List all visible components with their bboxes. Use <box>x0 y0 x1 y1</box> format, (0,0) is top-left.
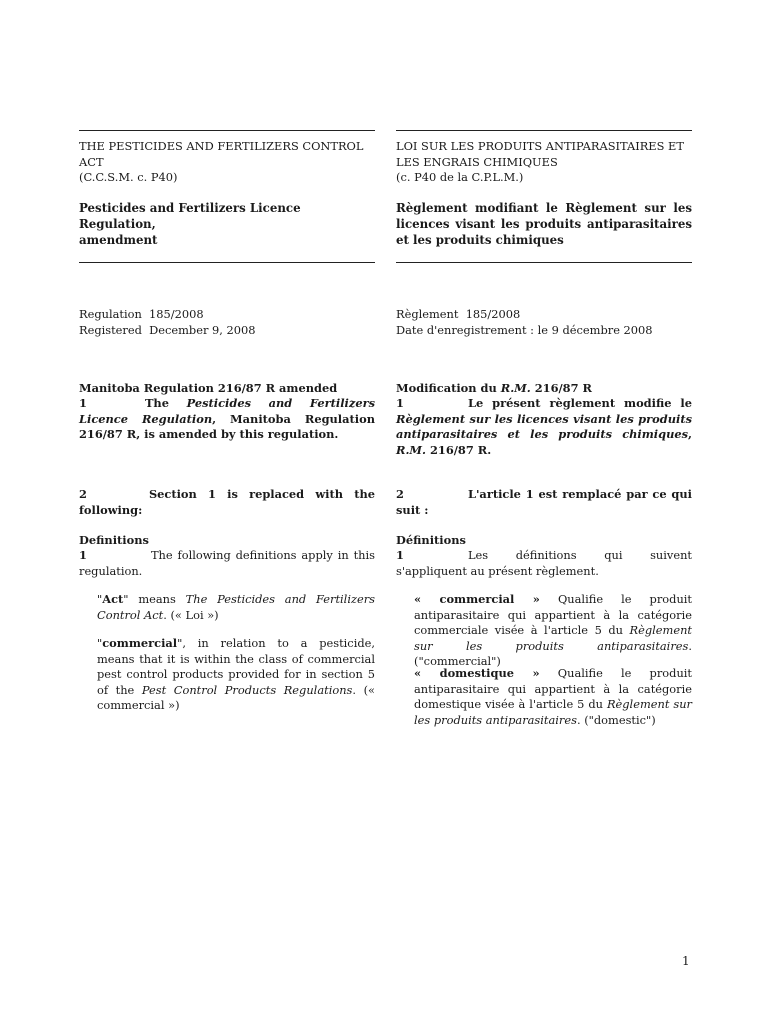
regulation-number: Regulation 185/2008 <box>79 307 204 321</box>
regulation-title-line-1: Pesticides and Fertilizers Licence Regulation, <box>79 201 301 231</box>
section-text-pre: The <box>144 396 187 410</box>
section-text-pre: Le présent règlement modifie le <box>467 396 692 410</box>
regulation-title-line-2: amendment <box>79 233 158 247</box>
title-bottom-rule <box>396 262 692 263</box>
definition-commercial <box>414 592 692 670</box>
definition-cross-ref: . (« Loi ») <box>163 607 219 622</box>
registration-date: Date d'enregistrement : le 9 décembre 2008 <box>396 322 653 337</box>
registration-info <box>79 307 375 338</box>
regulation-title <box>79 200 375 248</box>
definition-domestique <box>414 666 692 728</box>
amendment-heading: Manitoba Regulation 216/87 R amended <box>79 381 338 395</box>
act-title-line-1: LOI SUR LES PRODUITS ANTIPARASITAIRES ET <box>396 139 684 153</box>
definition-text: Qualifie le produit antiparasitaire qui appartient à la catégorie commerciale visée à l'article 5 du <box>414 592 692 637</box>
heading-text-pre: Modification du <box>396 381 501 395</box>
definition-cross-ref: . ("commercial") <box>414 638 692 668</box>
defined-term: « commercial » <box>414 592 540 606</box>
title-bottom-rule <box>79 262 375 263</box>
regulation-abbrev: R.M. <box>396 442 427 457</box>
page-number: 1 <box>682 954 690 968</box>
section-text: L'article 1 est remplacé par ce qui suit : <box>396 487 692 517</box>
definition-commercial: "commercial", in relation to a pesticide, means that it is within the class of commercial pest control products provided for in section 5 of the Pest Control Products Regulations. (« commercial ») <box>97 636 375 712</box>
act-title-line-2: ACT <box>79 154 104 169</box>
heading-text-post: 216/87 R <box>530 381 592 395</box>
section-text: Section 1 is replaced with the following: <box>79 487 375 517</box>
section-2 <box>79 487 375 518</box>
amendment-heading <box>396 381 692 397</box>
definitions-number: 1 <box>396 548 404 562</box>
section-1 <box>79 396 375 443</box>
definitions-intro <box>79 548 375 579</box>
act-citation: (c. P40 de la C.P.L.M.) <box>396 170 524 184</box>
regulation-name: Règlement sur les licences visant les produits antiparasitaires et les produits chimiques <box>396 411 692 441</box>
defined-term: « domestique » <box>414 666 540 680</box>
registration-info <box>396 307 692 338</box>
section-number: 2 <box>396 487 404 501</box>
section-2 <box>396 487 692 518</box>
regulation-name: Règlement sur les produits antiparasitaires <box>414 697 692 727</box>
heading-italic: R.M. <box>500 381 531 395</box>
section-text-post: 216/87 R. <box>426 442 492 457</box>
definition-act: "Act" means The Pesticides and Fertilizers Control Act. (« Loi ») <box>97 592 375 622</box>
section-1 <box>396 396 692 458</box>
top-rule <box>396 130 692 131</box>
regulation-name: Pesticides and Fertilizers Licence Regulation <box>79 396 375 426</box>
section-number: 1 <box>396 396 404 410</box>
act-title-line-2: LES ENGRAIS CHIMIQUES <box>396 154 558 169</box>
definition-text: Qualifie le produit antiparasitaire qui appartient à la catégorie domestique visée à l'article 5 du <box>414 666 693 711</box>
registration-date: Registered December 9, 2008 <box>79 322 256 337</box>
definitions-intro <box>396 548 692 579</box>
regulation-name: Règlement sur les produits antiparasitaires <box>414 623 692 653</box>
definition-text: , in relation to a pesticide, means that it is within the class of commercial pest control products provided for in section 5 of the <box>97 636 375 697</box>
act-title <box>79 139 375 186</box>
section-text-post: , Manitoba Regulation 216/87 R, is amended by this regulation. <box>79 411 375 441</box>
definitions-number: 1 <box>79 548 87 562</box>
act-title-line-1: THE PESTICIDES AND FERTILIZERS CONTROL <box>79 139 364 153</box>
top-rule <box>79 130 375 131</box>
regulation-title: Règlement modifiant le Règlement sur les licences visant les produits antiparasitaires et les produits chimiques <box>396 201 692 247</box>
act-name: The Pesticides and Fertilizers Control Act <box>97 592 375 622</box>
defined-term: commercial <box>102 636 178 650</box>
definition-cross-ref: . (« commercial ») <box>97 682 375 712</box>
defined-term: Act <box>102 592 124 606</box>
definition-cross-ref: . ("domestic") <box>576 712 656 727</box>
definition-text: means <box>128 592 186 606</box>
definitions-text: The following definitions apply in this regulation. <box>79 548 375 578</box>
definitions-heading: Definitions <box>79 533 149 547</box>
act-title <box>396 139 692 186</box>
section-number: 2 <box>79 487 87 501</box>
act-citation: (C.C.S.M. c. P40) <box>79 170 178 184</box>
section-text-mid: , <box>688 427 692 441</box>
definitions-text: Les définitions qui suivent s'appliquent au présent règlement. <box>396 548 692 578</box>
section-number: 1 <box>79 396 87 410</box>
regulation-name: Pest Control Products Regulations <box>141 682 353 697</box>
definitions-heading: Définitions <box>396 533 466 547</box>
regulation-number: Règlement 185/2008 <box>396 307 521 321</box>
